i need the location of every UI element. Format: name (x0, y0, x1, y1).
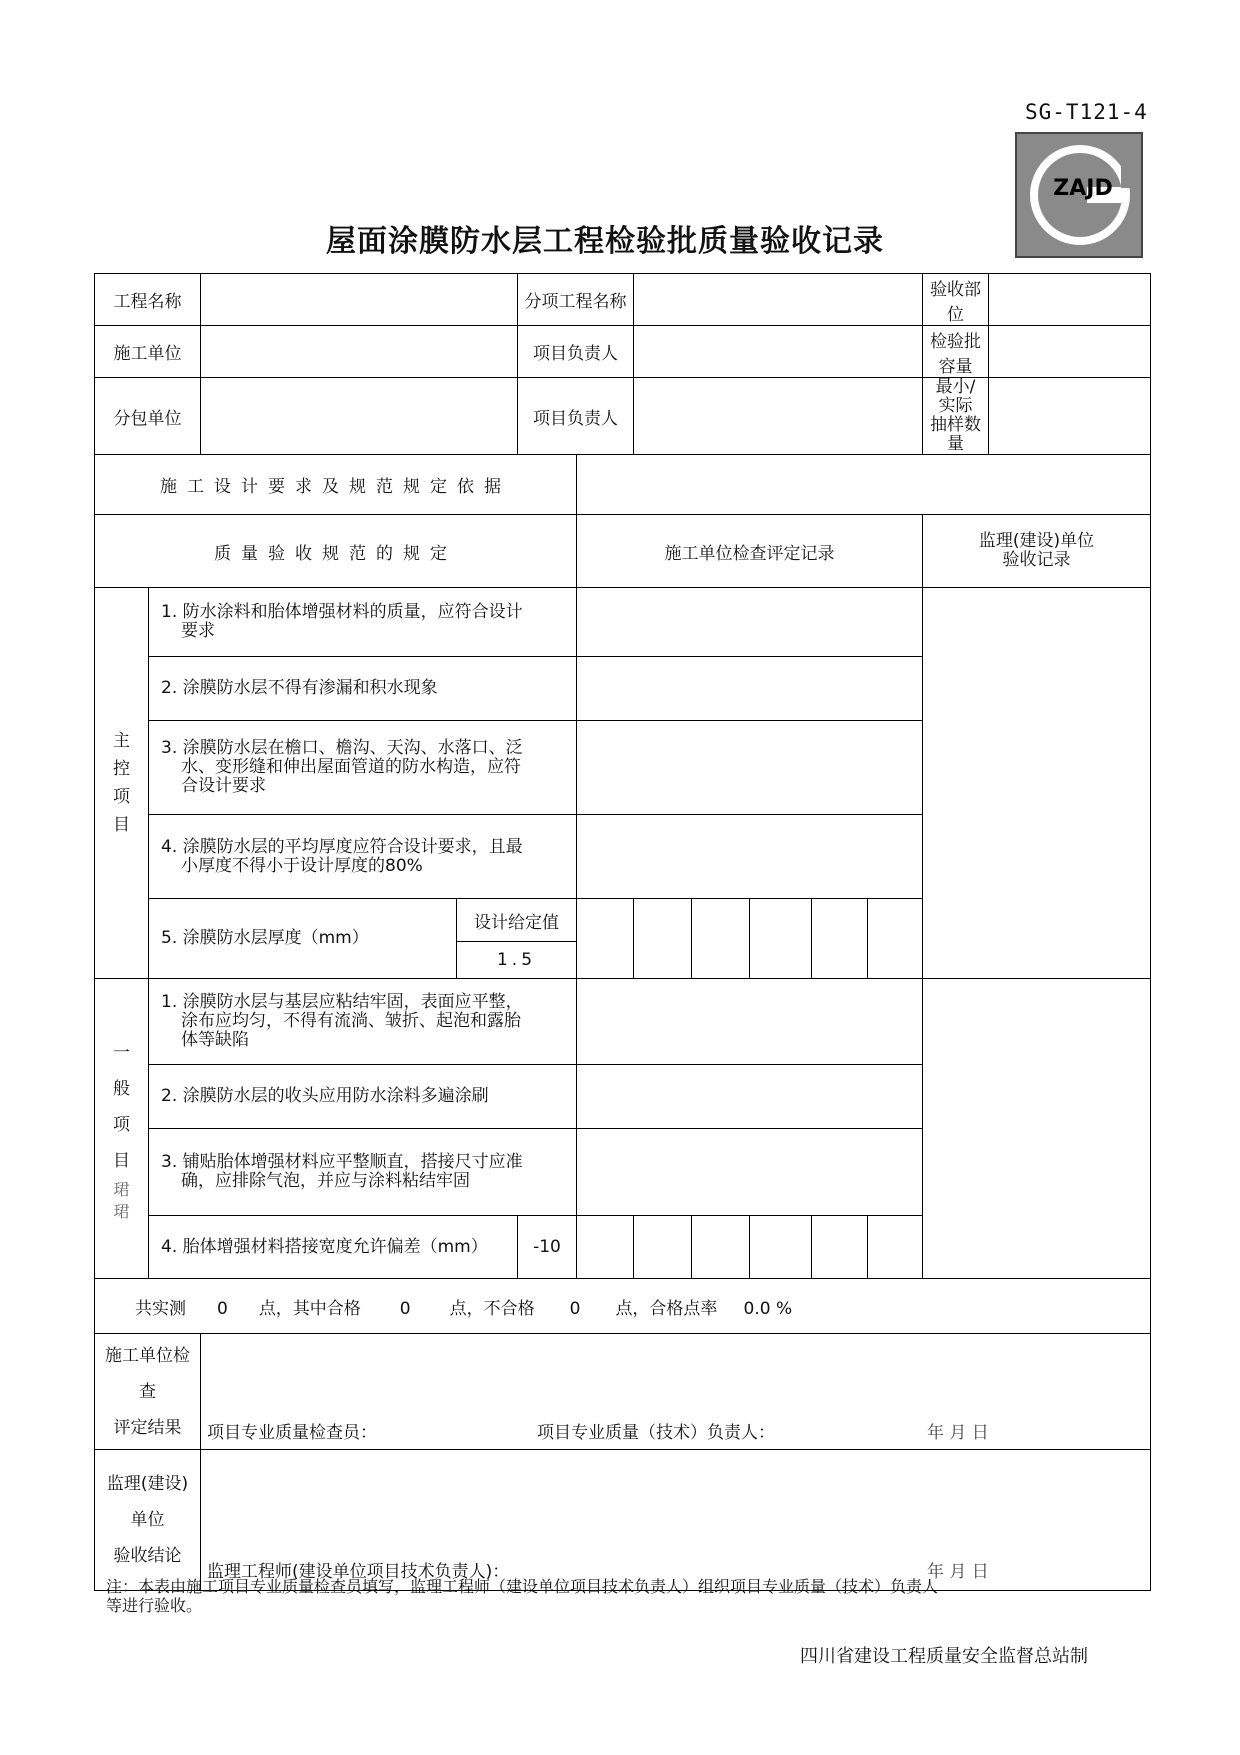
engineer-label: 监理工程师(建设单位项目技术负责人)： (207, 1562, 510, 1582)
thickness-cell-2[interactable] (634, 899, 692, 979)
construction-record-header: 施工单位检查评定记录 (577, 515, 923, 588)
batch-capacity-label: 检验批容量 (923, 326, 989, 378)
summary-row: 共实测 0 点，其中合格 0 点，不合格 0 点，合格点率 0.0 % (95, 1279, 1151, 1334)
logo-text: ZAJD (1053, 176, 1113, 201)
pass-rate: 0.0 % (743, 1298, 793, 1319)
construction-unit-label: 施工单位 (95, 326, 201, 378)
page-title: 屋面涂膜防水层工程检验批质量验收记录 (326, 224, 884, 259)
main-item-1: 1. 防水涂料和胎体增强材料的质量，应符合设计 要求 (149, 588, 577, 657)
construction-result-label: 施工单位检查 评定结果 (95, 1334, 201, 1450)
thickness-cell-4[interactable] (750, 899, 812, 979)
fail-points: 0 (569, 1298, 581, 1319)
supervision-date: 年 月 日 (927, 1562, 989, 1582)
acceptance-part-field[interactable] (989, 274, 1151, 326)
inspector-label: 项目专业质量检查员： (207, 1423, 377, 1443)
allowed-deviation: -10 (518, 1216, 577, 1279)
general-item-3: 3. 铺贴胎体增强材料应平整顺直，搭接尺寸应准 确，应排除气泡，并应与涂料粘结牢固 (149, 1129, 577, 1216)
main-control-label: 主 控 项 目 (95, 588, 149, 979)
project-name-field[interactable] (201, 274, 518, 326)
general-item-1-record[interactable] (577, 979, 923, 1065)
issuer-footer: 四川省建设工程质量安全监督总站制 (800, 1646, 1088, 1667)
acceptance-part-label: 验收部位 (923, 274, 989, 326)
sub-project-label: 分项工程名称 (518, 274, 634, 326)
basis-label: 施工设计要求及规范规定依据 (95, 455, 577, 515)
project-name-label: 工程名称 (95, 274, 201, 326)
deviation-cell-6[interactable] (868, 1216, 923, 1279)
thickness-cell-1[interactable] (577, 899, 634, 979)
main-supervision-record[interactable] (923, 588, 1151, 979)
general-item-4: 4. 胎体增强材料搭接宽度允许偏差（mm） (149, 1216, 518, 1279)
quality-manager-label: 项目专业质量（技术）负责人： (537, 1423, 775, 1443)
deviation-cell-3[interactable] (692, 1216, 750, 1279)
inspection-form-table (94, 273, 1151, 1591)
form-code: SG-T121-4 (1025, 100, 1148, 124)
total-points: 0 (216, 1298, 228, 1319)
main-item-4: 4. 涂膜防水层的平均厚度应符合设计要求，且最 小厚度不得小于设计厚度的80% (149, 815, 577, 899)
deviation-cell-1[interactable] (577, 1216, 634, 1279)
construction-date: 年 月 日 (927, 1423, 989, 1443)
construction-unit-field[interactable] (201, 326, 518, 378)
thickness-cell-3[interactable] (692, 899, 750, 979)
main-item-2-record[interactable] (577, 657, 923, 721)
supervision-record-header: 监理(建设)单位 验收记录 (923, 515, 1151, 588)
sampling-field[interactable] (989, 378, 1151, 455)
footnote: 注：本表由施工项目专业质量检查员填写，监理工程师（建设单位项目技术负责人）组织项目专业质量（技术）负责人 等进行验收。 (106, 1577, 939, 1615)
design-value: 1.5 (457, 942, 577, 979)
pass-points: 0 (399, 1298, 411, 1319)
design-value-label: 设计给定值 (457, 899, 577, 942)
main-item-1-record[interactable] (577, 588, 923, 657)
supervision-result-label: 监理(建设)单位 验收结论 (95, 1450, 201, 1591)
main-item-4-record[interactable] (577, 815, 923, 899)
main-item-5: 5. 涂膜防水层厚度（mm） (149, 899, 457, 979)
spec-header: 质量验收规范的规定 (95, 515, 577, 588)
general-item-1: 1. 涂膜防水层与基层应粘结牢固，表面应平整， 涂布应均匀，不得有流淌、皱折、起泡和露胎 体等缺陷 (149, 979, 577, 1065)
sub-project-manager-field[interactable] (634, 378, 923, 455)
deviation-cell-2[interactable] (634, 1216, 692, 1279)
deviation-cell-4[interactable] (750, 1216, 812, 1279)
main-item-3: 3. 涂膜防水层在檐口、檐沟、天沟、水落口、泛 水、变形缝和伸出屋面管道的防水构造，应符 合设计要求 (149, 721, 577, 815)
basis-field[interactable] (577, 455, 1151, 515)
subcontract-unit-label: 分包单位 (95, 378, 201, 455)
sub-project-manager-label: 项目负责人 (518, 378, 634, 455)
general-item-2-record[interactable] (577, 1065, 923, 1129)
main-item-3-record[interactable] (577, 721, 923, 815)
project-manager-field[interactable] (634, 326, 923, 378)
thickness-cell-6[interactable] (868, 899, 923, 979)
sub-project-field[interactable] (634, 274, 923, 326)
construction-result-cell[interactable] (201, 1334, 1151, 1450)
subcontract-unit-field[interactable] (201, 378, 518, 455)
general-item-3-record[interactable] (577, 1129, 923, 1216)
thickness-cell-5[interactable] (812, 899, 868, 979)
general-items-label: 一 般 项 目 珺 珺 (95, 979, 149, 1279)
sampling-label: 最小/实际 抽样数量 (923, 378, 989, 455)
main-item-2: 2. 涂膜防水层不得有渗漏和积水现象 (149, 657, 577, 721)
batch-capacity-field[interactable] (989, 326, 1151, 378)
project-manager-label: 项目负责人 (518, 326, 634, 378)
supervision-result-cell[interactable] (201, 1450, 1151, 1591)
deviation-cell-5[interactable] (812, 1216, 868, 1279)
general-supervision-record[interactable] (923, 979, 1151, 1279)
general-item-2: 2. 涂膜防水层的收头应用防水涂料多遍涂刷 (149, 1065, 577, 1129)
